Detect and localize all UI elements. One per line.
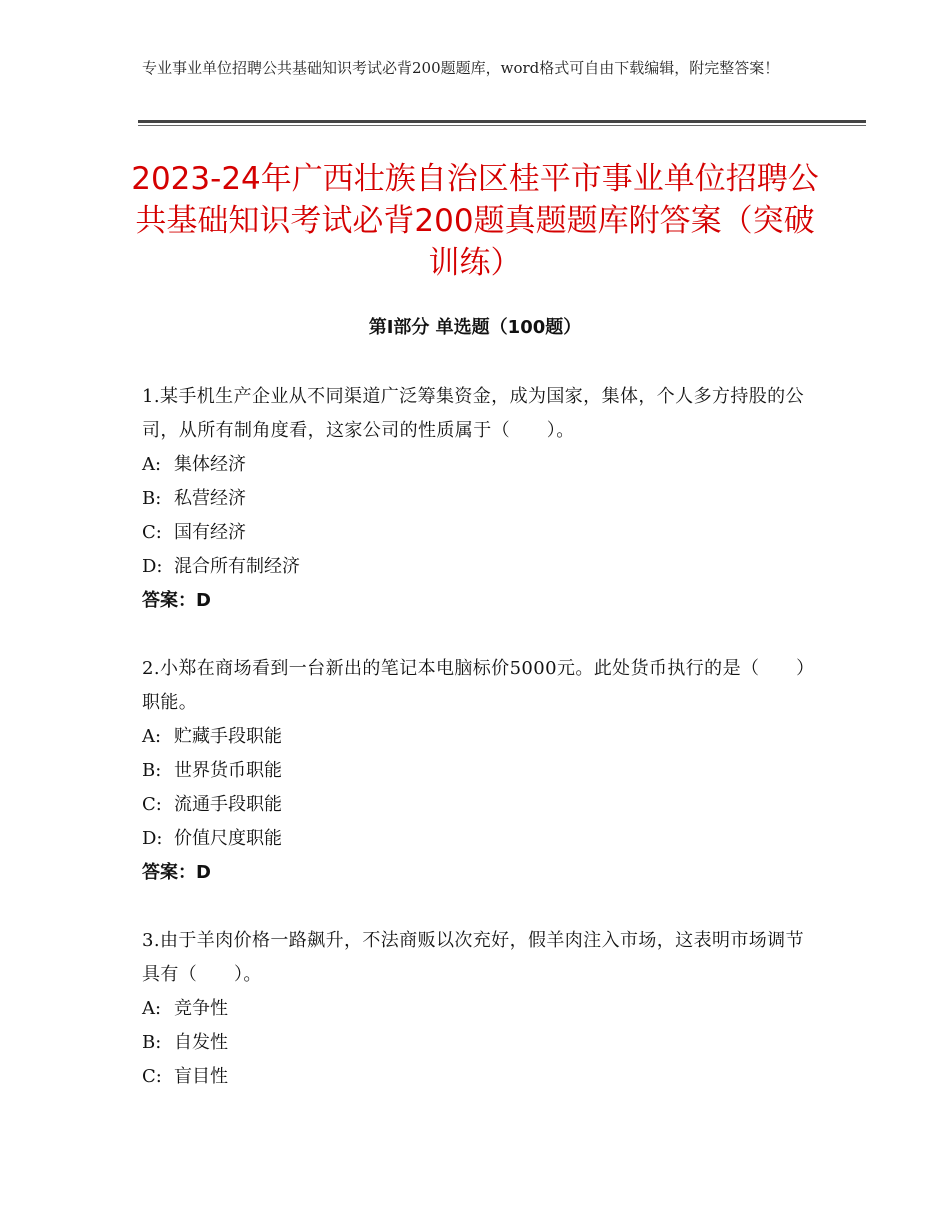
option-letter: A: bbox=[142, 454, 162, 475]
option-letter: B: bbox=[142, 760, 162, 781]
question-list bbox=[142, 380, 808, 1128]
answer-line: 答案：D bbox=[142, 590, 211, 611]
header-rule-thick bbox=[138, 120, 866, 123]
question-stem: 3.由于羊肉价格一路飙升，不法商贩以次充好，假羊肉注入市场，这表明市场调节具有（ ）。 bbox=[142, 930, 804, 985]
option-text: 自发性 bbox=[174, 1032, 228, 1053]
option-text: 盲目性 bbox=[174, 1066, 228, 1087]
question-stem: 2.小郑在商场看到一台新出的笔记本电脑标价5000元。此处货币执行的是（ ）职能。 bbox=[142, 658, 806, 713]
option-letter: D: bbox=[142, 556, 163, 577]
option-letter: A: bbox=[142, 998, 162, 1019]
option-text: 集体经济 bbox=[174, 454, 246, 475]
option-a bbox=[142, 448, 808, 482]
option-text: 价值尺度职能 bbox=[174, 828, 282, 849]
option-a bbox=[142, 992, 808, 1026]
option-text: 私营经济 bbox=[174, 488, 246, 509]
option-c bbox=[142, 516, 808, 550]
option-d bbox=[142, 822, 808, 856]
option-text: 流通手段职能 bbox=[174, 794, 282, 815]
option-letter: B: bbox=[142, 1032, 162, 1053]
option-text: 混合所有制经济 bbox=[174, 556, 300, 577]
option-letter: C: bbox=[142, 522, 162, 543]
question-3 bbox=[142, 924, 808, 1094]
question-stem: 1.某手机生产企业从不同渠道广泛筹集资金，成为国家，集体，个人多方持股的公司，从所有制角度看，这家公司的性质属于（ ）。 bbox=[142, 386, 804, 441]
option-b bbox=[142, 1026, 808, 1060]
section-title: 第Ⅰ部分 单选题（100题） bbox=[368, 317, 582, 338]
option-letter: C: bbox=[142, 1066, 162, 1087]
option-d bbox=[142, 550, 808, 584]
option-a bbox=[142, 720, 808, 754]
question-1 bbox=[142, 380, 808, 618]
option-letter: A: bbox=[142, 726, 162, 747]
option-letter: B: bbox=[142, 488, 162, 509]
answer-line: 答案：D bbox=[142, 862, 211, 883]
header-note: 专业事业单位招聘公共基础知识考试必背200题题库，word格式可自由下载编辑，附完整答案！ bbox=[142, 59, 780, 77]
option-text: 国有经济 bbox=[174, 522, 246, 543]
question-2 bbox=[142, 652, 808, 890]
option-letter: D: bbox=[142, 828, 163, 849]
option-text: 竞争性 bbox=[174, 998, 228, 1019]
option-letter: C: bbox=[142, 794, 162, 815]
document-title: 2023-24年广西壮族自治区桂平市事业单位招聘公共基础知识考试必背200题真题题库附答案（突破训练） bbox=[131, 161, 819, 281]
option-c bbox=[142, 788, 808, 822]
option-b bbox=[142, 754, 808, 788]
header-rule-thin bbox=[138, 125, 866, 126]
option-text: 贮藏手段职能 bbox=[174, 726, 282, 747]
option-c bbox=[142, 1060, 808, 1094]
option-text: 世界货币职能 bbox=[174, 760, 282, 781]
option-b bbox=[142, 482, 808, 516]
